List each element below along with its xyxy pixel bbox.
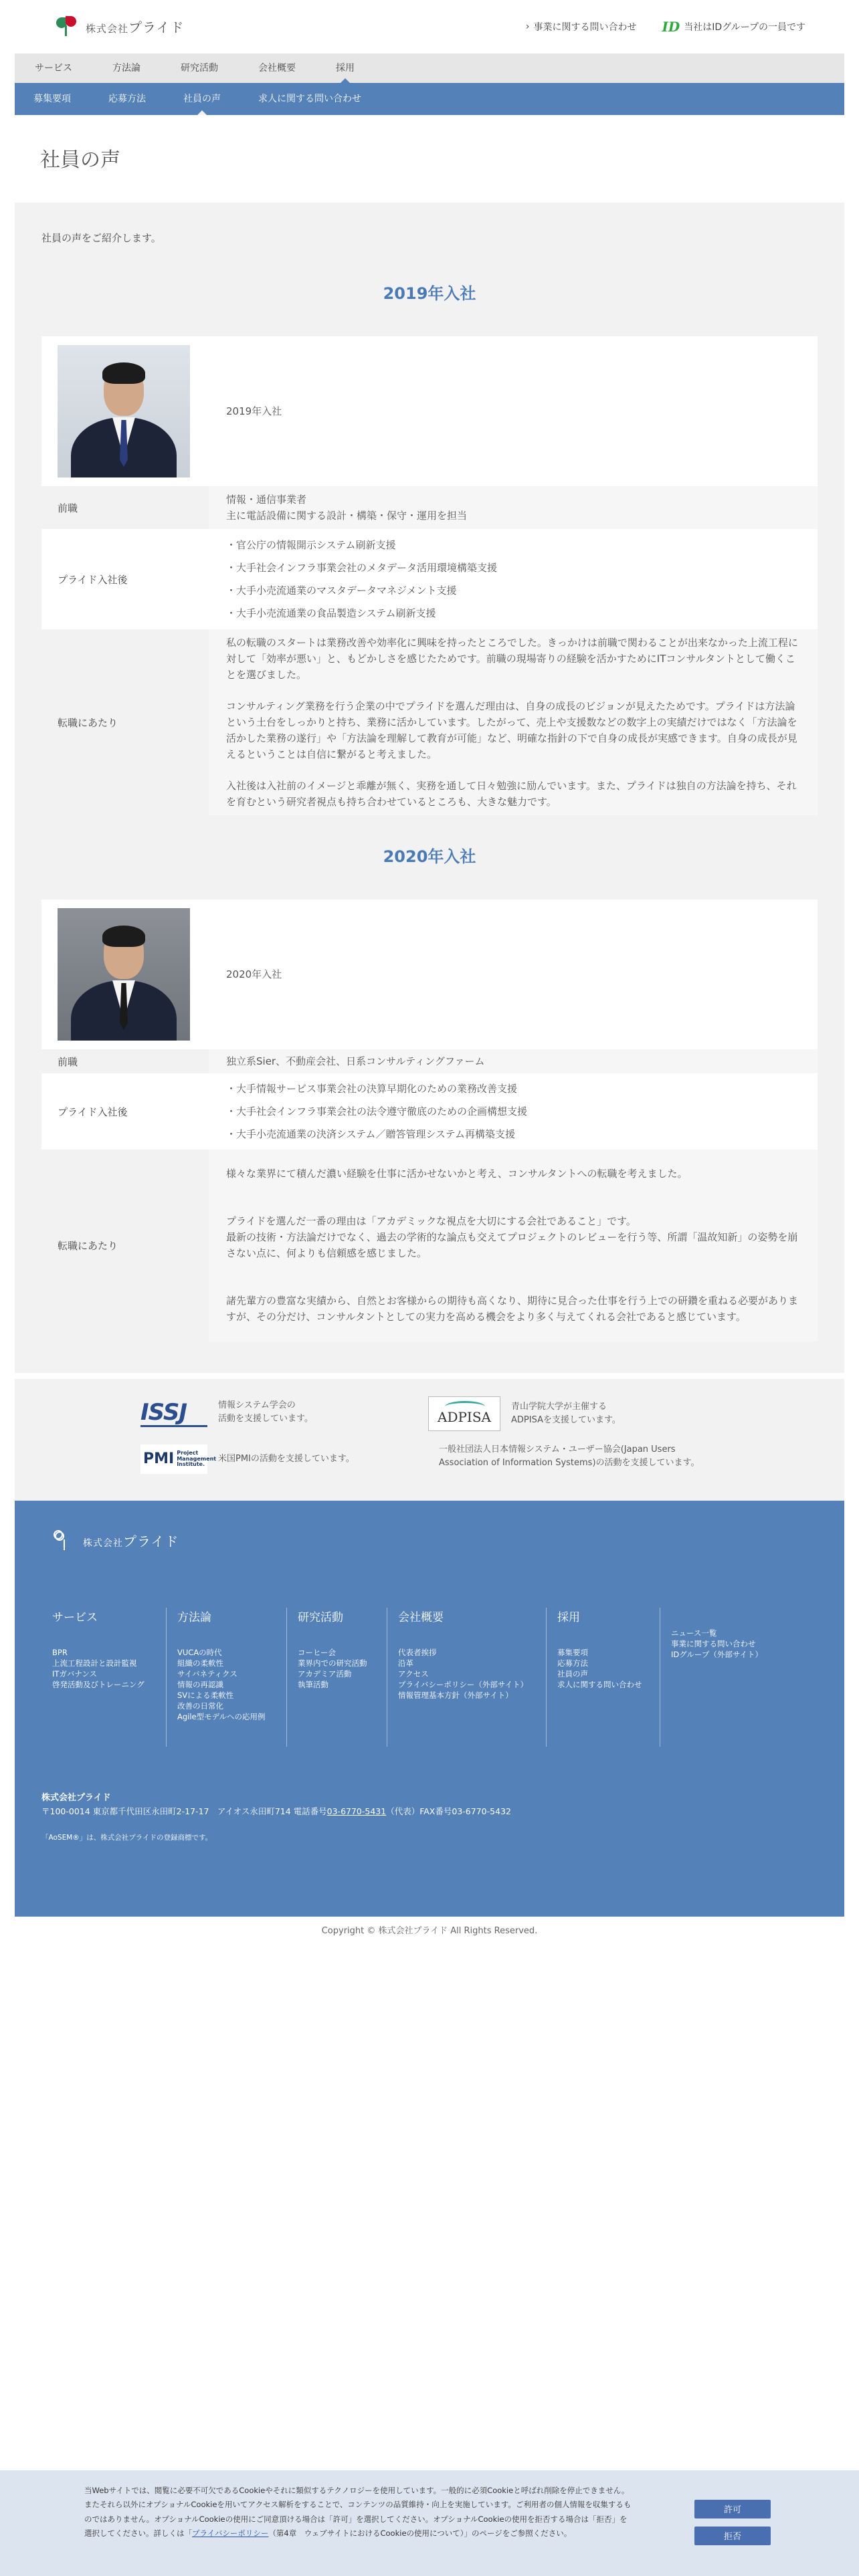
footer-link[interactable]: アクセス (398, 1669, 429, 1679)
list-item: ・大手社会インフラ事業会社の法令遵守徹底のための企画構想支援 (226, 1105, 528, 1117)
cookie-deny-button[interactable]: 拒否 (694, 2527, 771, 2545)
footer-col-title[interactable]: 方法論 (177, 1611, 211, 1624)
footer-link[interactable]: ニュース一覧 (671, 1628, 717, 1638)
cookie-allow-button[interactable]: 許可 (694, 2500, 771, 2518)
partner-issj[interactable]: ISSJ 情報システム学会の 活動を支援しています。 (140, 1399, 313, 1426)
footer-link[interactable]: 改善の日常化 (177, 1701, 223, 1711)
gnav-item-company[interactable]: 会社概要 (258, 63, 296, 74)
page-title: 社員の声 (40, 148, 120, 172)
footer-link[interactable]: 執筆活動 (298, 1680, 328, 1689)
reason-text: 私の転職のスタートは業務改善や効率化に興味を持ったところでした。きっかけは前職で関わることが出来なかった上流工程に対して「効率が悪い」と、もどかしさを感じたためです。前職の現場寄りの経験を活かすためにITコンサルタントとして働くことを選びました。 コンサルティング業務を行う企業の中でプライドを選んだ理由は、自身の成長のビジョンが見えたためです。プライドは方法論という土台をしっかりと持ち、業務に活かしています。したがって、売上や支援数などの数字上の実績だけではなく「方法論を活かした業務の遂行」や「方法論を理解して教育が可能」など、明確な指針の下で自身の成長が実感できます。自身の成長が見えるということは自信に繋がると考えました。 入社後は入社前のイメージと乖離が無く、実務を通して日々勉強に励んでいます。また、プライドは独自の方法論を持ち、それを育むという研究者視点も持ち合わせているところも、大きな魅力です。 (209, 629, 818, 815)
footer-link[interactable]: SVによる柔軟性 (177, 1691, 234, 1700)
gnav-item-service[interactable]: サービス (35, 63, 72, 74)
footer-link[interactable]: 啓発活動及びトレーニング (52, 1680, 145, 1689)
subnav-item-how-to-apply[interactable]: 応募方法 (108, 94, 146, 104)
footer-link[interactable]: 求人に関する問い合わせ (557, 1680, 642, 1689)
list-item: ・大手情報サービス事業会社の決算早期化のための業務改善支援 (226, 1083, 518, 1095)
footer-col-research (287, 1608, 387, 1747)
chevron-right-icon: › (525, 21, 530, 32)
voice-table-2019 (41, 336, 818, 815)
footer-link[interactable]: アカデミア活動 (298, 1669, 352, 1679)
voice-heading-2019: 2019年入社 (383, 284, 476, 303)
footer-link[interactable]: Agile型モデルへの応用例 (177, 1712, 266, 1721)
reason-text: 様々な業界にて積んだ濃い経験を仕事に活かせないかと考え、コンサルタントへの転職を考えました。 プライドを選んだ一番の理由は「アカデミックな視点を大切にする会社であること」です。 最新の技術・方法論だけでなく、過去の学術的な論点も交えてプロジェクトのレビューを行う等、所謂「温故知新」の姿勢を崩さない点に、何よりも信頼感を感じました。 諸先輩方の豊富な実績から、自然とお客様からの期待も高くなり、期待に見合った仕事を行う上での研鑽を重ねる必要がありますが、その分だけ、コンサルタントとしての実力を高める機会をより多く与えてくれる会社であると感じています。 (209, 1150, 818, 1341)
business-inquiry-link[interactable]: › 事業に関する問い合わせ (525, 21, 637, 33)
partner-pmi[interactable]: PMI Project Management Institute. 米国PMIの活動を支援しています。 (140, 1444, 355, 1474)
photo-cell (41, 336, 209, 486)
footer-link[interactable]: VUCAの時代 (177, 1648, 222, 1657)
list-item: ・官公庁の情報開示システム刷新支援 (226, 539, 396, 551)
logo-text: 株式会社プライド (86, 19, 185, 35)
main-content (15, 203, 844, 1373)
footer-col-company (387, 1608, 547, 1747)
gnav-item-recruit[interactable]: 採用 (316, 53, 375, 83)
issj-logo: ISSJ (140, 1398, 207, 1427)
employee-photo (58, 908, 190, 1041)
privacy-policy-link[interactable]: プライバシーポリシー (192, 2528, 269, 2538)
joined-year: 2020年入社 (209, 899, 818, 1049)
footer-link[interactable]: 募集要項 (557, 1648, 588, 1657)
footer-link[interactable]: BPR (52, 1648, 68, 1657)
list-item: ・大手小売流通業の決済システム／贈答管理システム再構築支援 (226, 1128, 516, 1140)
partner-juas[interactable]: 一般社団法人日本情報システム・ユーザー協会(Japan Users Association of Information Systems)の活動を支援しています。 (439, 1444, 700, 1469)
copyright: Copyright © 株式会社プライド All Rights Reserved. (321, 1926, 538, 1936)
footer-link[interactable]: 組織の柔軟性 (177, 1658, 223, 1668)
footer-col-service (41, 1608, 167, 1747)
company-info: 株式会社プライド 〒100-0014 東京都千代田区永田町2-17-17 アイオス永田町714 電話番号03-6770-5431（代表）FAX番号03-6770-5432 (41, 1793, 511, 1817)
label-reason: 転職にあたり (41, 629, 209, 815)
gnav-item-research[interactable]: 研究活動 (181, 63, 218, 74)
label-after-joining: プライド入社後 (41, 529, 209, 629)
logo-icon (54, 15, 79, 37)
footer-link[interactable]: 沿革 (398, 1658, 413, 1668)
logo-icon (54, 1530, 76, 1550)
photo-cell (41, 899, 209, 1049)
partner-adpisa[interactable]: ADPISA 青山学院大学が主催する ADPISAを支援しています。 (428, 1396, 621, 1431)
voice-heading-2020: 2020年入社 (383, 847, 476, 866)
footer-link[interactable]: コーヒー会 (298, 1648, 337, 1657)
partners-section (15, 1379, 844, 1503)
footer-link[interactable]: サイバネティクス (177, 1669, 237, 1679)
id-group-link[interactable]: ID 当社はIDグループの一員です (662, 19, 805, 35)
footer-link[interactable]: IDグループ（外部サイト） (671, 1650, 763, 1659)
footer-col-methodology (167, 1608, 287, 1747)
footer-col-title[interactable]: 会社概要 (398, 1611, 444, 1624)
footer-col-misc (660, 1608, 794, 1747)
footer-link[interactable]: 情報管理基本方針（外部サイト） (398, 1691, 513, 1700)
after-joining-list (209, 1073, 818, 1150)
employee-photo (58, 345, 190, 477)
sub-nav (15, 83, 844, 115)
adpisa-logo: ADPISA (428, 1396, 500, 1431)
id-group-logo-icon: ID (662, 19, 680, 35)
global-nav (15, 53, 844, 83)
footer-logo[interactable]: 株式会社プライド (54, 1530, 179, 1550)
footer-link[interactable]: 応募方法 (557, 1658, 588, 1668)
footer-col-recruit (547, 1608, 660, 1747)
after-joining-list (209, 529, 818, 629)
subnav-item-recruit-inquiry[interactable]: 求人に関する問い合わせ (258, 94, 361, 104)
site-header (0, 0, 859, 53)
previous-job: 独立系Sier、不動産会社、日系コンサルティングファーム (209, 1049, 818, 1073)
company-address: 〒100-0014 東京都千代田区永田町2-17-17 アイオス永田町714 電話番号 (41, 1806, 327, 1817)
trademark-note: 「AoSEM®」は、株式会社プライドの登録商標です。 (41, 1834, 213, 1842)
previous-job: 情報・通信事業者 主に電話設備に関する設計・構築・保守・運用を担当 (209, 486, 818, 529)
label-after-joining: プライド入社後 (41, 1073, 209, 1150)
footer-link[interactable]: 事業に関する問い合わせ (671, 1639, 756, 1648)
joined-year: 2019年入社 (209, 336, 818, 486)
voice-table-2020 (41, 899, 818, 1341)
list-item: ・大手社会インフラ事業会社のメタデータ活用環境構築支援 (226, 562, 498, 574)
intro-text: 社員の声をご紹介します。 (41, 232, 161, 244)
list-item: ・大手小売流通業の食品製造システム刷新支援 (226, 607, 436, 619)
pmi-logo: PMI Project Management Institute. (140, 1444, 207, 1474)
company-name: 株式会社プライド (41, 1793, 111, 1803)
footer-col-title[interactable]: 採用 (557, 1611, 580, 1624)
footer-link[interactable]: 情報の再認識 (177, 1680, 223, 1689)
site-footer (15, 1501, 844, 1917)
label-previous-job: 前職 (41, 1049, 209, 1073)
footer-columns (41, 1608, 794, 1747)
header-links (526, 19, 805, 35)
list-item: ・大手小売流通業のマスタデータマネジメント支援 (226, 584, 457, 597)
cookie-text: 当Webサイトでは、閲覧に必要不可欠であるCookieやそれに類似するテクノロジーを使用しています。一般的に必須Cookieと呼ばれ削除を停止できません。またそれら以外にオプショナルCookieを用いてアクセス解析をすることで、コンテンツの品質維持・向上を実施しています。ご利用者の個人情報を収集するものではありません。オプショナルCookieの使用にご同意頂ける場合は「許可」を選択してください。オプショナルCookieの使用を拒否する場合は「拒否」を選択してください。詳しくは「プライバシーポリシー（第4章 ウェブサイトにおけるCookieの使用について）」のページをご参照ください。 (84, 2486, 632, 2538)
subnav-item-employee-voices[interactable]: 社員の声 (165, 83, 240, 115)
phone-link[interactable]: 03-6770-5431 (326, 1806, 387, 1817)
footer-col-title[interactable]: 研究活動 (298, 1611, 343, 1624)
footer-col-title[interactable]: サービス (52, 1611, 98, 1624)
footer-link[interactable]: 社員の声 (557, 1669, 588, 1679)
footer-link[interactable]: 代表者挨拶 (398, 1648, 437, 1657)
footer-link[interactable]: プライバシーポリシー（外部サイト） (398, 1680, 529, 1689)
footer-link[interactable]: ITガバナンス (52, 1669, 97, 1679)
footer-link[interactable]: 業界内での研究活動 (298, 1658, 367, 1668)
subnav-item-requirements[interactable]: 募集要項 (33, 94, 71, 104)
gnav-item-methodology[interactable]: 方法論 (112, 63, 140, 74)
footer-link[interactable]: 上流工程設計と設計監視 (52, 1658, 137, 1668)
cookie-banner (0, 2470, 859, 2576)
site-logo[interactable] (54, 15, 184, 37)
label-previous-job: 前職 (41, 486, 209, 529)
label-reason: 転職にあたり (41, 1150, 209, 1341)
